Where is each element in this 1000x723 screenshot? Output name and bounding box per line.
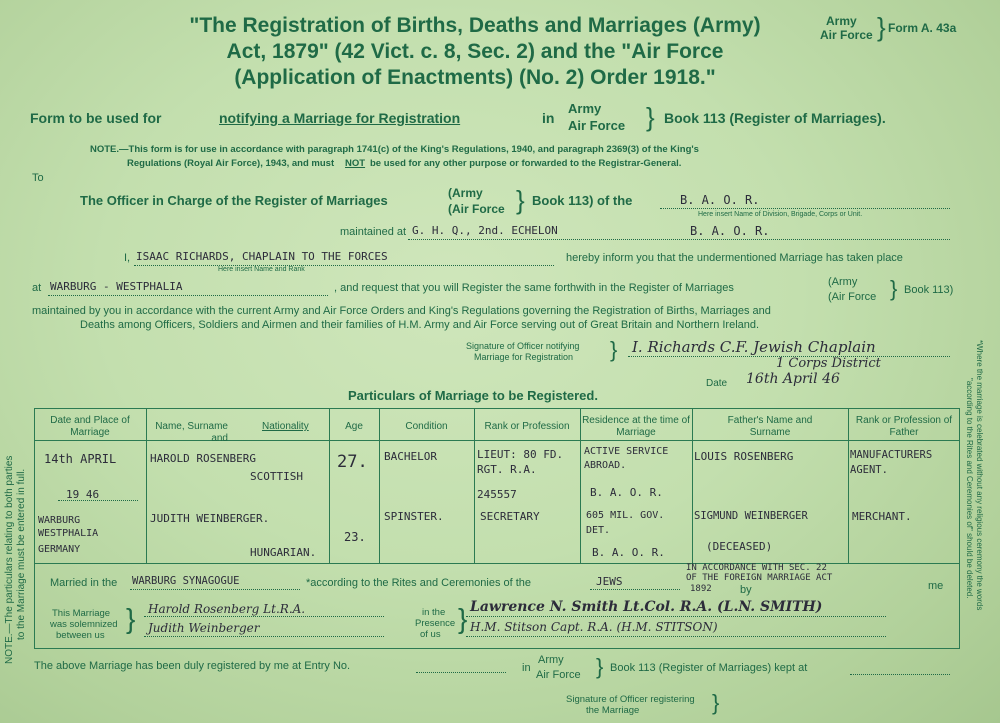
subtitle-underlined: notifying a Marriage for Registration — [219, 110, 461, 126]
solemnized-3: between us — [56, 630, 105, 641]
header-name: Name, Surname and — [155, 421, 228, 444]
right-note-line-2: "according to the Rites and Ceremonies of" should be deleted. — [965, 378, 974, 599]
rites-value: JEWS — [596, 575, 623, 588]
according-text: *according to the Rites and Ceremonies of the — [306, 577, 532, 589]
ceremony-year: 1892 — [690, 584, 712, 594]
subtitle-book: Book 113 (Register of Marriages). — [664, 110, 886, 126]
particulars-title: Particulars of Marriage to be Registered. — [348, 388, 598, 403]
brace-icon: } — [877, 12, 886, 42]
request-army: (Army — [828, 276, 858, 288]
brace-icon: } — [646, 102, 655, 132]
brace-icon: } — [516, 185, 525, 215]
footer-book: Book 113 (Register of Marriages) kept at — [610, 662, 808, 674]
groom-rank-3: 245557 — [477, 488, 517, 501]
maintained-value: G. H. Q., 2nd. ECHELON — [412, 224, 558, 237]
bride-residence-1: 605 MIL. GOV. — [586, 510, 665, 521]
footer-in: in — [522, 662, 531, 674]
officer-army: (Army — [448, 186, 483, 200]
declaration-line-3: maintained by you in accordance with the current Army and Air Force Orders and King's Regulations governing the Registration of Births, Marriages and — [32, 305, 771, 317]
corner-air-force: Air Force — [820, 28, 873, 42]
brace-icon: } — [610, 337, 618, 362]
marriage-year: 19 46 — [66, 488, 100, 501]
subtitle-prefix: Form to be used for — [30, 110, 162, 126]
bride-father: SIGMUND WEINBERGER — [694, 510, 808, 522]
maintained-value-2: B. A. O. R. — [690, 224, 770, 238]
left-note-line-2: to the Marriage must be entered in full. — [16, 468, 27, 640]
married-in-label: Married in the — [50, 577, 118, 589]
bride-residence-3: B. A. O. R. — [592, 546, 665, 559]
registrar-label-2: the Marriage — [586, 705, 640, 716]
bride-name: JUDITH WEINBERGER. — [150, 512, 270, 525]
declaration-line-4: Deaths among Officers, Soldiers and Airmen and their families of H.M. Army and Air Force serving out of Great Britain and Northern Ireland. — [80, 319, 760, 331]
accordance-line-1: IN ACCORDANCE WITH SEC. 22 — [686, 563, 827, 573]
groom-residence-1: ACTIVE SERVICE — [584, 446, 669, 457]
groom-father: LOUIS ROSENBERG — [694, 450, 794, 463]
notifier-label-1: Signature of Officer notifying — [466, 341, 580, 351]
right-note-line-1: *Where the marriage is celebrated without any religious ceremony the words — [975, 340, 984, 611]
groom-age: 27. — [337, 452, 368, 472]
solemnized-1: This Marriage — [52, 608, 111, 619]
header-rank: Rank or Profession — [484, 421, 570, 432]
bride-signature: Judith Weinberger — [148, 621, 260, 635]
left-note-line-1: NOTE.—The particulars relating to both parties — [4, 455, 15, 664]
presence-2: Presence — [415, 618, 456, 629]
footer-air-force: Air Force — [536, 669, 581, 681]
to-label: To — [32, 172, 44, 184]
form-number: Form A. 43a — [888, 21, 957, 35]
division-hint: Here insert Name of Division, Brigade, Corps or Unit. — [698, 211, 863, 218]
subtitle-in: in — [542, 110, 555, 126]
groom-residence-3: B. A. O. R. — [590, 486, 663, 499]
title-line-3: (Application of Enactments) (No. 2) Order 1918." — [234, 66, 716, 89]
brace-icon: } — [890, 276, 898, 301]
notifier-label-2: Marriage for Registration — [474, 352, 574, 362]
header-condition: Condition — [405, 421, 448, 432]
presence-3: of us — [420, 629, 441, 640]
note-line-2b: be used for any other purpose or forwarded to the Registrar-General. — [370, 158, 682, 169]
venue-value: WARBURG SYNAGOGUE — [132, 575, 240, 587]
groom-father-rank-2: AGENT. — [850, 464, 888, 476]
brace-icon: } — [126, 603, 136, 634]
name-hint: Here insert Name and Rank — [218, 266, 305, 273]
registrar-label-1: Signature of Officer registering — [566, 694, 695, 705]
bride-residence-2: DET. — [586, 525, 611, 536]
notifier-date: 16th April 46 — [746, 371, 840, 387]
accordance-line-2: OF THE FOREIGN MARRIAGE ACT — [686, 573, 833, 583]
marriage-date: 14th APRIL — [44, 452, 117, 466]
ceremony-me: me — [928, 580, 944, 592]
groom-father-rank-1: MANUFACTURERS — [850, 449, 933, 461]
bride-father-rank: MERCHANT. — [852, 510, 912, 523]
bride-condition: SPINSTER. — [384, 510, 444, 523]
footer-army: Army — [538, 654, 564, 666]
bride-father-note: (DECEASED) — [706, 540, 773, 553]
groom-nationality: SCOTTISH — [250, 470, 303, 483]
notifier-signature-2: 1 Corps District — [776, 356, 881, 371]
chaplain-name-value: ISAAC RICHARDS, CHAPLAIN TO THE FORCES — [136, 250, 388, 263]
subtitle-air-force: Air Force — [568, 118, 626, 133]
note-line-1: NOTE.—This form is for use in accordance with paragraph 1741(c) of the King's Regulations, 1940, and paragraph 2369(3) of the King's — [90, 144, 699, 155]
presence-1: in the — [422, 607, 446, 618]
title-line-1: "The Registration of Births, Deaths and Marriages (Army) — [189, 14, 761, 37]
place-line-3: GERMANY — [38, 544, 81, 555]
request-text: , and request that you will Register the same forthwith in the Register of Marriages — [334, 282, 734, 294]
note-line-2a: Regulations (Royal Air Force), 1943, and must — [127, 158, 335, 169]
declaration-i: I, — [124, 252, 131, 264]
bride-rank: SECRETARY — [480, 510, 540, 523]
brace-icon: } — [712, 690, 720, 715]
date-label: Date — [706, 378, 728, 389]
brace-icon: } — [596, 654, 604, 679]
groom-condition: BACHELOR — [384, 450, 437, 463]
header-father-rank: Rank or Profession of Father — [855, 415, 953, 438]
officer-book: Book 113) of the — [532, 193, 633, 208]
groom-rank-2: RGT. R.A. — [477, 463, 537, 476]
registered-text: The above Marriage has been duly registered by me at Entry No. — [34, 660, 351, 672]
witness-1-signature: Lawrence N. Smith Lt.Col. R.A. (L.N. SMITH) — [470, 599, 823, 615]
officer-label: The Officer in Charge of the Register of Marriages — [80, 193, 388, 208]
header-father: Father's Name and Surname — [727, 415, 813, 438]
division-value: B. A. O. R. — [680, 193, 760, 207]
corner-army: Army — [826, 14, 857, 28]
note-not: NOT — [345, 158, 366, 169]
ceremony-by: by — [740, 584, 752, 596]
brace-icon: } — [458, 603, 468, 634]
officer-air-force: (Air Force — [448, 202, 505, 216]
request-book: Book 113) — [904, 284, 954, 296]
header-nationality: Nationality — [262, 421, 309, 432]
groom-residence-2: ABROAD. — [584, 460, 627, 471]
witness-2-signature: H.M. Stitson Capt. R.A. (H.M. STITSON) — [470, 620, 718, 634]
place-value: WARBURG - WESTPHALIA — [50, 280, 183, 293]
solemnized-2: was solemnized — [50, 619, 118, 630]
subtitle-army: Army — [568, 101, 602, 116]
header-residence: Residence at the time of Marriage — [582, 415, 690, 438]
place-line-1: WARBURG — [38, 515, 81, 526]
place-line-2: WESTPHALIA — [38, 528, 99, 539]
header-date-place: Date and Place of Marriage — [50, 415, 130, 438]
notifier-signature: I. Richards C.F. Jewish Chaplain — [632, 338, 876, 356]
inform-text: hereby inform you that the undermentioned Marriage has taken place — [566, 252, 903, 264]
header-age: Age — [345, 421, 363, 432]
groom-name: HAROLD ROSENBERG — [150, 452, 256, 465]
at-label: at — [32, 282, 42, 294]
bride-age: 23. — [344, 530, 366, 544]
bride-nationality: HUNGARIAN. — [250, 546, 317, 559]
groom-rank-1: LIEUT: 80 FD. — [477, 448, 564, 461]
title-line-2: Act, 1879" (42 Vict. c. 8, Sec. 2) and the "Air Force — [226, 40, 724, 63]
groom-signature: Harold Rosenberg Lt.R.A. — [148, 602, 306, 616]
request-air-force: (Air Force — [828, 291, 877, 303]
maintained-at-label: maintained at — [340, 226, 407, 238]
